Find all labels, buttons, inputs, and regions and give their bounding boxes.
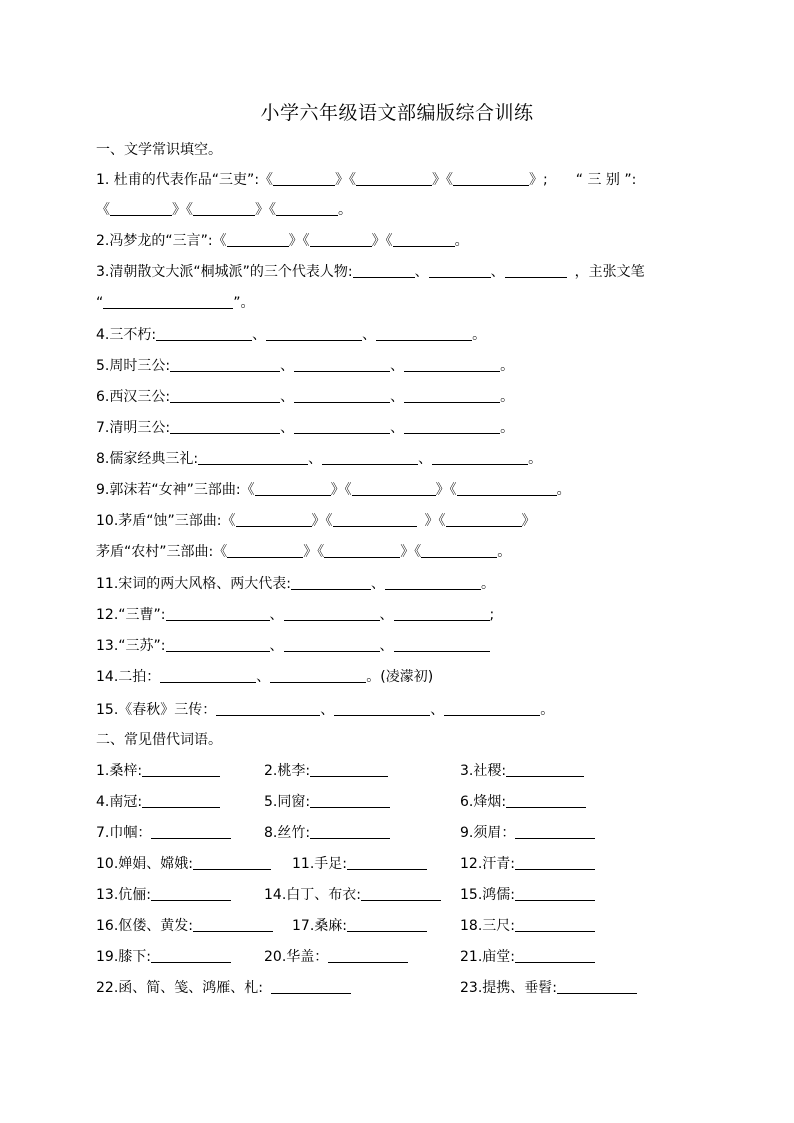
term-item: 9.须眉： (460, 823, 595, 843)
answer-blank[interactable] (394, 636, 490, 652)
answer-blank[interactable] (294, 387, 390, 403)
answer-blank[interactable] (333, 511, 417, 527)
answer-blank[interactable] (506, 792, 586, 808)
term-item: 17.桑麻: (292, 916, 427, 936)
answer-blank[interactable] (103, 293, 233, 309)
answer-blank[interactable] (505, 262, 567, 278)
answer-blank[interactable] (151, 885, 231, 901)
section1-heading: 一、文学常识填空。 (96, 142, 222, 158)
term-item: 8.丝竹: (264, 823, 390, 843)
answer-blank[interactable] (347, 916, 427, 932)
answer-blank[interactable] (515, 916, 595, 932)
term-item: 16.伛偻、黄发: (96, 916, 273, 936)
answer-blank[interactable] (236, 511, 312, 527)
answer-blank[interactable] (216, 700, 320, 716)
question-13: 13.“三苏”: 、 、 (96, 636, 716, 656)
answer-blank[interactable] (156, 325, 252, 341)
question-10b: 茅盾“农村”三部曲:《 》《 》《 。 (96, 544, 512, 560)
answer-blank[interactable] (284, 605, 380, 621)
answer-blank[interactable] (352, 480, 436, 496)
term-item: 13.伉俪: (96, 885, 231, 905)
answer-blank[interactable] (276, 200, 338, 216)
answer-blank[interactable] (294, 418, 390, 434)
answer-blank[interactable] (444, 700, 540, 716)
answer-blank[interactable] (193, 200, 255, 216)
term-item: 4.南冠: (96, 792, 220, 812)
question-9: 9.郭沫若“女神”三部曲:《 》《 》《 。 (96, 482, 571, 498)
answer-blank[interactable] (421, 542, 497, 558)
term-item: 6.烽烟: (460, 792, 586, 812)
answer-blank[interactable] (393, 231, 455, 247)
term-item: 11.手足: (292, 854, 427, 874)
term-item: 5.同窗: (264, 792, 390, 812)
answer-blank[interactable] (166, 636, 270, 652)
answer-blank[interactable] (404, 387, 500, 403)
question-1: 1. 杜甫的代表作品“三吏”:《 》《 》《 》; “ 三 别 ”: (96, 172, 637, 188)
answer-blank[interactable] (457, 480, 557, 496)
page-title: 小学六年级语文部编版综合训练 (260, 102, 534, 124)
question-3: 3.清朝散文大派“桐城派”的三个代表人物: 、 、 ，主张文笔 (96, 264, 645, 280)
question-8: 8.儒家经典三礼: 、 、 。 (96, 451, 543, 467)
answer-blank[interactable] (432, 449, 528, 465)
answer-blank[interactable] (151, 947, 231, 963)
section2-heading: 二、常见借代词语。 (96, 732, 222, 748)
answer-blank[interactable] (557, 978, 637, 994)
answer-blank[interactable] (506, 761, 584, 777)
answer-blank[interactable] (170, 387, 280, 403)
question-14: 14.二拍： 、 。(凌濛初) (96, 669, 434, 685)
answer-blank[interactable] (376, 325, 472, 341)
answer-blank[interactable] (310, 792, 390, 808)
answer-blank[interactable] (324, 542, 400, 558)
answer-blank[interactable] (515, 823, 595, 839)
answer-blank[interactable] (271, 978, 351, 994)
answer-blank[interactable] (227, 231, 289, 247)
term-item: 21.庙堂: (460, 947, 595, 967)
answer-blank[interactable] (198, 449, 308, 465)
answer-blank[interactable] (227, 542, 303, 558)
answer-blank[interactable] (353, 262, 415, 278)
term-item: 18.三尺: (460, 916, 595, 936)
term-item: 14.白丁、布衣: (264, 885, 441, 905)
answer-blank[interactable] (347, 854, 427, 870)
answer-blank[interactable] (294, 356, 390, 372)
answer-blank[interactable] (142, 792, 220, 808)
answer-blank[interactable] (322, 449, 418, 465)
answer-blank[interactable] (310, 761, 388, 777)
answer-blank[interactable] (404, 356, 500, 372)
answer-blank[interactable] (160, 667, 256, 683)
answer-blank[interactable] (515, 885, 595, 901)
answer-blank[interactable] (110, 200, 172, 216)
question-4: 4.三不朽: 、 、 。 (96, 327, 487, 343)
term-item: 22.函、简、笺、鸿雁、札: (96, 978, 351, 998)
answer-blank[interactable] (385, 574, 481, 590)
question-12: 12.“三曹”: 、 、 ; (96, 607, 495, 623)
term-item: 20.华盖： (264, 947, 408, 967)
answer-blank[interactable] (273, 170, 335, 186)
question-7: 7.清明三公: 、 、 。 (96, 420, 515, 436)
term-item: 12.汗青: (460, 854, 595, 874)
answer-blank[interactable] (170, 418, 280, 434)
answer-blank[interactable] (142, 761, 220, 777)
answer-blank[interactable] (266, 325, 362, 341)
answer-blank[interactable] (446, 511, 522, 527)
answer-blank[interactable] (356, 170, 432, 186)
answer-blank[interactable] (270, 667, 366, 683)
answer-blank[interactable] (310, 231, 372, 247)
term-item: 10.婵娟、嫦娥: (96, 854, 271, 874)
answer-blank[interactable] (429, 262, 491, 278)
answer-blank[interactable] (515, 947, 595, 963)
term-item: 2.桃李: (264, 761, 388, 781)
answer-blank[interactable] (193, 916, 273, 932)
term-item: 7.巾帼： (96, 823, 231, 843)
answer-blank[interactable] (291, 574, 371, 590)
answer-blank[interactable] (193, 854, 271, 870)
answer-blank[interactable] (394, 605, 490, 621)
answer-blank[interactable] (404, 418, 500, 434)
answer-blank[interactable] (151, 823, 231, 839)
answer-blank[interactable] (334, 700, 430, 716)
question-11: 11.宋词的两大风格、两大代表: 、 。 (96, 576, 495, 592)
term-item: 23.提携、垂髫: (460, 978, 637, 998)
term-item: 1.桑梓: (96, 761, 220, 781)
term-item: 3.社稷: (460, 761, 584, 781)
question-5: 5.周时三公: 、 、 。 (96, 358, 515, 374)
answer-blank[interactable] (166, 605, 270, 621)
question-3-cont: “ ”。 (96, 295, 255, 311)
term-item: 19.膝下: (96, 947, 231, 967)
answer-blank[interactable] (453, 170, 529, 186)
answer-blank[interactable] (328, 947, 408, 963)
question-1-cont: 《 》《 》《 。 (96, 202, 352, 218)
answer-blank[interactable] (255, 480, 331, 496)
answer-blank[interactable] (361, 885, 441, 901)
question-15: 15.《春秋》三传： 、 、 。 (96, 702, 555, 718)
question-6: 6.西汉三公: 、 、 。 (96, 389, 515, 405)
answer-blank[interactable] (284, 636, 380, 652)
answer-blank[interactable] (515, 854, 595, 870)
question-2: 2.冯梦龙的“三言”:《 》《 》《 。 (96, 233, 469, 249)
answer-blank[interactable] (170, 356, 280, 372)
question-10: 10.茅盾“蚀”三部曲:《 》《 》《 》 (96, 513, 536, 529)
term-item: 15.鸿儒: (460, 885, 595, 905)
answer-blank[interactable] (310, 823, 390, 839)
